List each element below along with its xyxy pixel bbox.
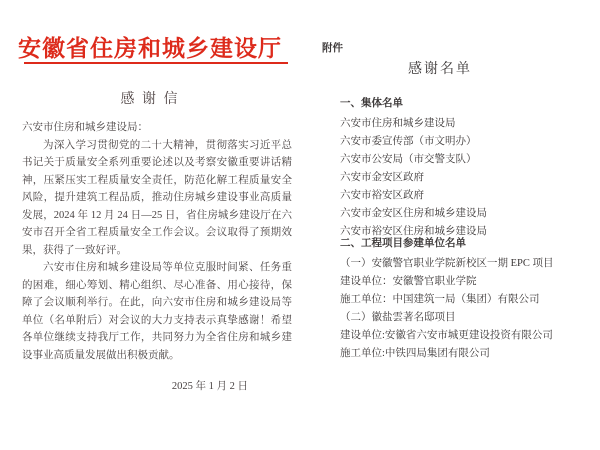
project-name: （一）安徽警官职业学院新校区一期 EPC 项目	[340, 258, 554, 269]
collective-list-item: 六安市公安局（市交警支队）	[340, 154, 477, 165]
collective-list	[340, 94, 590, 241]
project-builder: 建设单位:安徽省六安市城更建设投资有限公司	[340, 330, 553, 341]
projects-list	[340, 234, 590, 363]
letter-paragraph-1: 为深入学习贯彻党的二十大精神，贯彻落实习近平总书记关于质量安全系列重要论述以及考察安徽重要讲话精神，压紧压实工程质量安全责任，防范化解工程质量安全风险，提升建筑工程品质，推动住房城乡建设事业高质量发展，2024 年 12 月 24 日—25 日，省住房城乡建设厅在六安市召开全省工程质量安全工作会议。会议取得了预期效果，获得了一致好评。	[22, 139, 292, 256]
attachment-label: 附件	[322, 42, 343, 54]
project-entry	[340, 255, 590, 309]
project-name: （二）徽盐雲著名邸项目	[340, 312, 456, 323]
collective-list-item: 六安市住房和城乡建设局	[340, 118, 456, 129]
attachment-page	[300, 0, 600, 450]
letter-body	[22, 119, 292, 364]
letter-date: 2025 年 1 月 2 日	[171, 381, 248, 392]
project-contractor: 施工单位：中国建筑一局（集团）有限公司	[340, 294, 540, 305]
projects-list-heading: 二、工程项目参建单位名单	[340, 237, 466, 249]
collective-list-item: 六安市金安区政府	[340, 172, 424, 183]
collective-list-item: 六安市金安区住房和城乡建设局	[340, 208, 487, 219]
project-contractor: 施工单位:中铁四局集团有限公司	[340, 348, 490, 359]
collective-list-heading: 一、集体名单	[340, 97, 403, 109]
letter-title: 感 谢 信	[120, 92, 180, 107]
collective-list-item: 六安市裕安区住房和城乡建设局	[340, 226, 487, 237]
letter-salutation: 六安市住房和城乡建设局：	[22, 122, 148, 133]
collective-list-item: 六安市委宣传部（市文明办）	[340, 136, 477, 147]
attachment-title: 感谢名单	[408, 62, 472, 77]
letterhead-rule	[24, 62, 288, 64]
collective-list-item: 六安市裕安区政府	[340, 190, 424, 201]
letterhead-agency-title: 安徽省住房和城乡建设厅	[18, 36, 282, 61]
letter-paragraph-2: 六安市住房和城乡建设局等单位克服时间紧、任务重的困难，细心筹划、精心组织、尽心准备、用心接待，保障了会议顺利举行。在此，向六安市住房和城乡建设局等单位（名单附后）对会议的大力支持表示真挚感谢！希望各单位继续支持我厅工作，共同努力为全省住房和城乡建设事业高质量发展做出积极贡献。	[22, 262, 292, 361]
project-builder: 建设单位：安徽警官职业学院	[340, 276, 477, 287]
project-entry	[340, 309, 590, 363]
